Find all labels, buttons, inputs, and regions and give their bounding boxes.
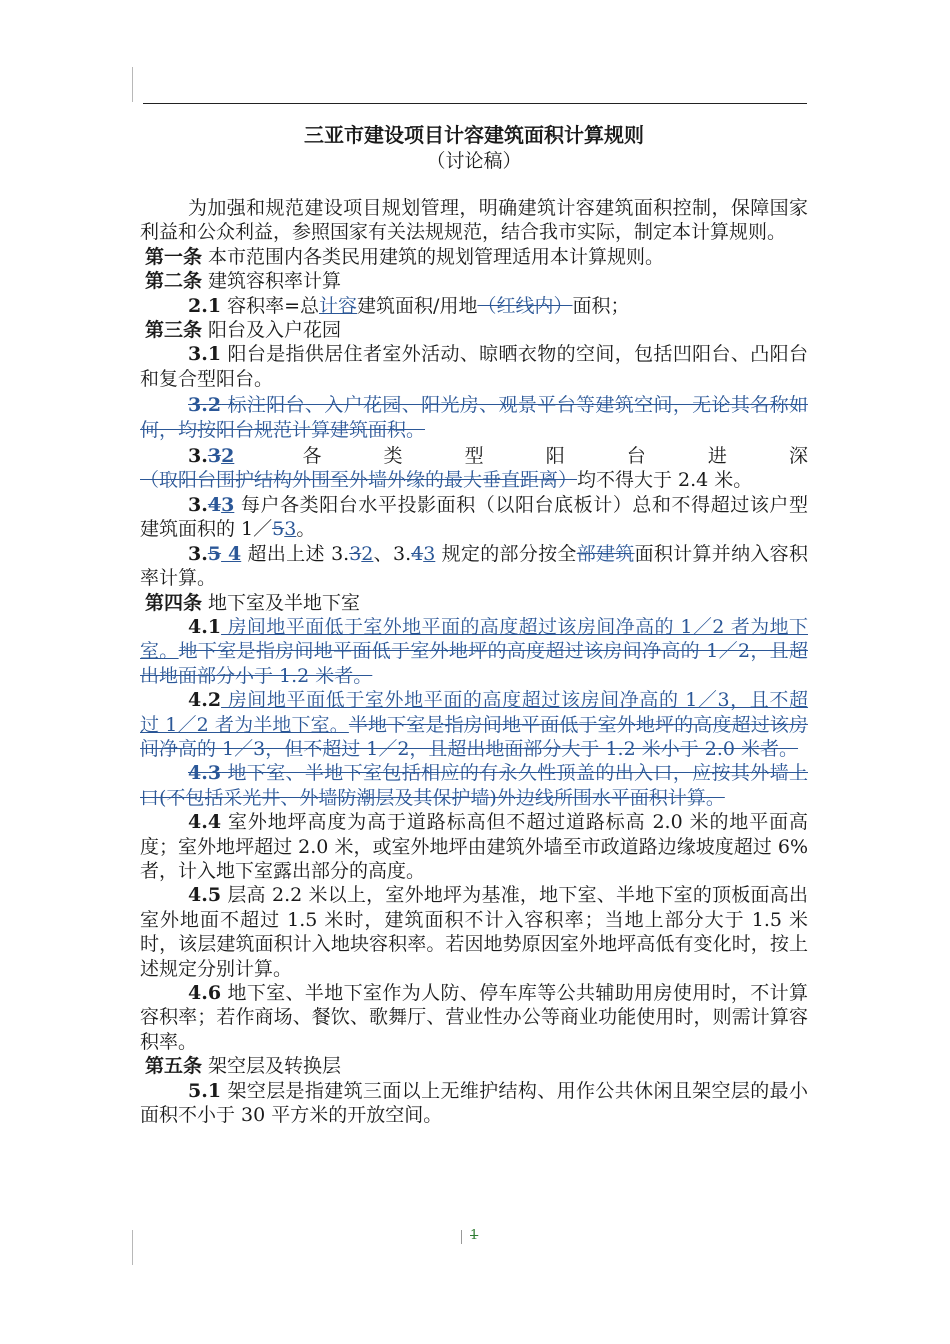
article-text: 本市范围内各类民用建筑的规划管理适用本计算规则。 <box>202 245 665 268</box>
intro-paragraph: 为加强和规范建设项目规划管理，明确建筑计容建筑面积控制，保障国家利益和公众利益，参照国家有关法规规范，结合我市实际，制定本计算规则。 <box>140 197 808 244</box>
clause-number: 3.32 <box>188 445 235 468</box>
corner-mark-top-left <box>132 67 133 102</box>
article-number: 第一条 <box>145 245 203 268</box>
doc-subtitle: （讨论稿） <box>426 150 522 172</box>
clause-3-3 <box>140 444 808 493</box>
clause-number: 3.2 <box>188 394 222 417</box>
clause-text: 各类型阳台进深 <box>234 445 808 468</box>
clause-3-2-deleted <box>140 393 808 442</box>
clause-number: 4.4 <box>188 811 222 834</box>
clause-number: 4.5 <box>188 884 222 907</box>
clause-4-6 <box>140 981 808 1054</box>
clause-text: 容积率=总 <box>221 294 320 317</box>
inserted-text: 房间地平面低于室外地平面的高度超过该房间净高的 1／3，且不超过 1／2 者为半地下室。 <box>140 689 808 736</box>
deleted-text: 5 <box>272 518 285 541</box>
clause-text: 规定的部分按全 <box>435 542 577 565</box>
clause-number: 2.1 <box>188 294 222 317</box>
article-4 <box>140 591 808 615</box>
clause-text: 均不得大于 2.4 米。 <box>577 469 753 492</box>
clause-text: 阳台是指供居住者室外活动、晾晒衣物的空间，包括凹阳台、凸阳台和复合型阳台。 <box>140 343 808 390</box>
clause-number: 3.5 4 <box>188 542 242 565</box>
clause-3-5 <box>140 542 808 591</box>
clause-3-1 <box>140 342 808 391</box>
deleted-text: 地下室、半地下室包括相应的有永久性顶盖的出入口，应按其外墙上口(不包括采光井、外墙防潮层及其保护墙)外边线所围水平面积计算。 <box>140 762 808 809</box>
article-5 <box>140 1054 808 1078</box>
article-text: 地下室及半地下室 <box>202 591 361 614</box>
clause-number: 3.43 <box>188 493 235 516</box>
article-3 <box>140 318 808 342</box>
header-rule <box>143 103 807 104</box>
clause-4-4 <box>140 810 808 883</box>
clause-5-1 <box>140 1079 808 1128</box>
document-body <box>140 120 808 1127</box>
clause-text: 面积； <box>572 294 630 317</box>
article-2 <box>140 269 808 293</box>
clause-text: 层高 2.2 米以上，室外地坪为基准，地下室、半地下室的顶板面高出室外地面不超过 1.5 米时，建筑面积不计入容积率；当地上部分大于 1.5 米时，该层建筑面积计入地块容积率。若因地势原因室外地坪高低有变化时，按上述规定分别计算。 <box>140 884 808 980</box>
page-number: 1 <box>470 1228 479 1243</box>
clause-text: 室外地坪高度为高于道路标高但不超过道路标高 2.0 米的地平面高度；室外地坪超过 2.0 米，或室外地坪由建筑外墙至市政道路边缘坡度超过 6%者，计入地下室露出部分的高度。 <box>140 811 808 882</box>
deleted-text: 3 <box>349 542 362 565</box>
clause-number: 4.6 <box>188 982 222 1004</box>
clause-text: 。 <box>296 518 316 541</box>
article-text: 阳台及入户花园 <box>202 319 342 342</box>
article-number: 第四条 <box>145 591 203 614</box>
clause-number: 4.3 <box>188 762 222 785</box>
clause-2-1 <box>140 294 808 318</box>
inserted-text: 计容 <box>319 294 358 317</box>
article-text: 架空层及转换层 <box>202 1055 342 1078</box>
article-1 <box>140 245 808 269</box>
clause-number: 4.1 <box>188 615 222 638</box>
clause-4-1 <box>140 615 808 688</box>
clause-text: 建筑面积/用地 <box>357 294 478 317</box>
page-number-marker <box>461 1230 462 1244</box>
clause-text: 、3. <box>373 542 412 565</box>
article-number: 第五条 <box>145 1055 203 1078</box>
clause-4-5 <box>140 883 808 981</box>
clause-text: 架空层是指建筑三面以上无维护结构、用作公共休闲且架空层的最小面积不小于 30 平方米的开放空间。 <box>140 1079 808 1127</box>
clause-text: 每户各类阳台水平投影面积（以阳台底板计）总和不得超过该户型建筑面积的 1／ <box>140 493 808 541</box>
deleted-text: 部建筑 <box>576 542 635 565</box>
clause-4-2 <box>140 688 808 761</box>
corner-mark-bottom-left <box>132 1230 133 1265</box>
clause-number: 5.1 <box>188 1079 222 1102</box>
inserted-text: 3 <box>284 518 297 541</box>
clause-number: 4.2 <box>188 689 222 712</box>
clause-4-3-deleted <box>140 761 808 810</box>
clause-text: 地下室、半地下室作为人防、停车库等公共辅助用房使用时，不计算容积率；若作商场、餐饮、歌舞厅、营业性办公等商业功能使用时，则需计算容积率。 <box>140 982 808 1053</box>
clause-3-4 <box>140 493 808 542</box>
clause-number: 3.1 <box>188 343 222 366</box>
article-text: 建筑容积率计算 <box>202 270 342 293</box>
clause-text: 超出上述 3. <box>241 542 350 565</box>
doc-title: 三亚市建设项目计容建筑面积计算规则 <box>304 123 644 147</box>
deleted-text: 4 <box>411 542 424 565</box>
deleted-text: 半地下室是指房间地平面低于室外地坪的高度超过该房间净高的 1／3，但不超过 1／2，且超出地面部分大于 1.2 米小于 2.0 米者。 <box>140 713 808 760</box>
inserted-text: 2 <box>361 542 374 565</box>
deleted-text: 地下室是指房间地平面低于室外地坪的高度超过该房间净高的 1／2，且超出地面部分小于 1.2 米者。 <box>140 640 808 687</box>
article-number: 第二条 <box>145 270 203 293</box>
clause-text: 面积计算并纳入容积率计算。 <box>140 542 808 590</box>
deleted-text: （红线内） <box>477 294 573 317</box>
inserted-text: 3 <box>423 542 436 565</box>
deleted-text: （取阳台围护结构外围至外墙外缘的最大垂直距离） <box>140 469 578 492</box>
article-number: 第三条 <box>145 319 203 342</box>
deleted-text: 标注阳台、入户花园、阳光房、观景平台等建筑空间，无论其名称如何，均按阳台规范计算建筑面积。 <box>140 394 808 441</box>
inserted-text: 房间地平面低于室外地平面的高度超过该房间净高的 1／2 者为地下室。 <box>140 615 808 663</box>
